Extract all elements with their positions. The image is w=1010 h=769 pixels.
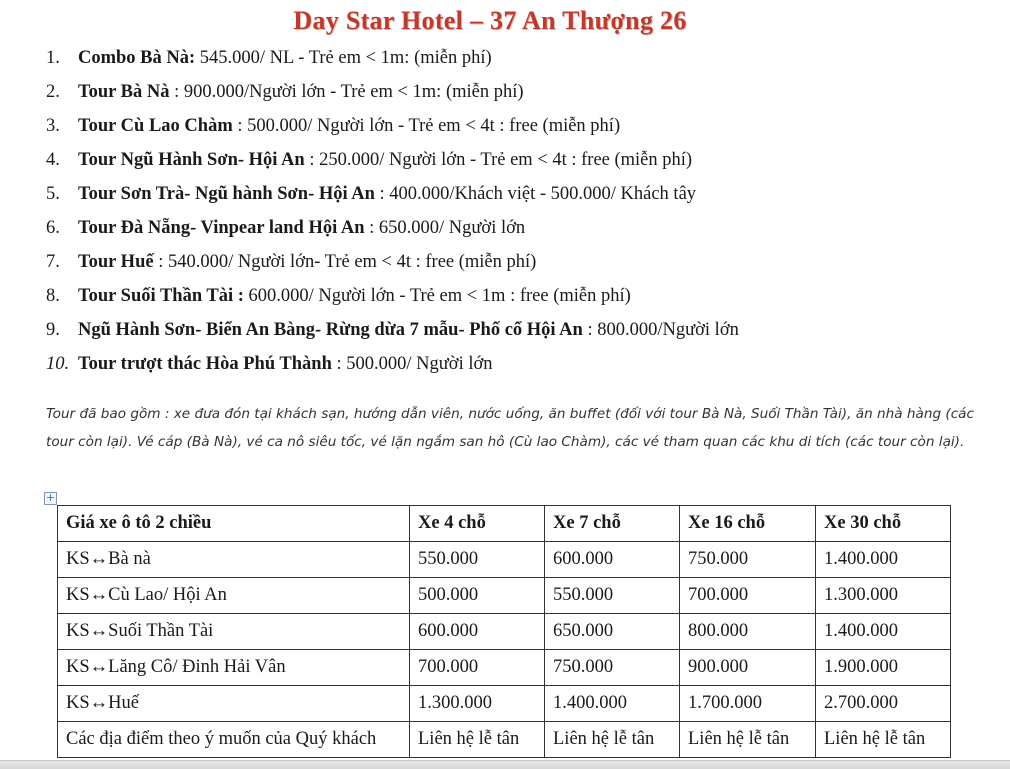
header-route: Giá xe ô tô 2 chiều [58, 506, 410, 542]
tour-item [46, 216, 525, 240]
tour-name: Tour Sơn Trà- Ngũ hành Sơn- Hội An [78, 184, 375, 204]
tour-number: 6. [46, 218, 60, 238]
table-row [58, 650, 951, 686]
route-cell: KS↔Bà nà [58, 542, 410, 578]
tour-item [46, 148, 692, 172]
tour-name: Combo Bà Nà: [78, 48, 196, 68]
price-cell: 700.000 [680, 578, 816, 614]
tour-name: Tour Huế [78, 252, 154, 272]
price-cell: Liên hệ lễ tân [545, 722, 680, 758]
price-cell: Liên hệ lễ tân [680, 722, 816, 758]
tour-item [46, 318, 739, 342]
tour-number: 9. [46, 320, 60, 340]
price-cell: 1.900.000 [816, 650, 951, 686]
tour-item [46, 80, 524, 104]
tour-name: Tour trượt thác Hòa Phú Thành [78, 354, 332, 374]
tour-item [46, 352, 493, 376]
price-cell: 800.000 [680, 614, 816, 650]
price-cell: 600.000 [545, 542, 680, 578]
tour-detail: : 540.000/ Người lớn- Trẻ em < 4t : free (miễn phí) [153, 252, 537, 272]
price-cell: 1.700.000 [680, 686, 816, 722]
table-row [58, 686, 951, 722]
route-cell: KS↔Cù Lao/ Hội An [58, 578, 410, 614]
price-cell: Liên hệ lễ tân [410, 722, 545, 758]
tour-number: 1. [46, 48, 60, 68]
tour-detail: : 250.000/ Người lớn - Trẻ em < 4t : free (miễn phí) [304, 150, 693, 170]
tour-name: Tour Cù Lao Chàm [78, 116, 233, 136]
price-cell: 600.000 [410, 614, 545, 650]
price-cell: 750.000 [545, 650, 680, 686]
table-row [58, 578, 951, 614]
tour-detail: : 900.000/Người lớn - Trẻ em < 1m: (miễn phí) [169, 82, 524, 102]
price-cell: 650.000 [545, 614, 680, 650]
tour-item [46, 46, 492, 70]
header-4-seat: Xe 4 chỗ [410, 506, 545, 542]
table-header-row [58, 506, 951, 542]
header-16-seat: Xe 16 chỗ [680, 506, 816, 542]
price-cell: 550.000 [545, 578, 680, 614]
price-cell: 700.000 [410, 650, 545, 686]
tour-name: Tour Ngũ Hành Sơn- Hội An [78, 150, 305, 170]
tour-name: Ngũ Hành Sơn- Biển An Bàng- Rừng dừa 7 mẫu- Phố cổ Hội An [78, 320, 583, 340]
price-cell: 1.400.000 [816, 614, 951, 650]
table-row [58, 614, 951, 650]
tour-detail: : 650.000/ Người lớn [364, 218, 526, 238]
route-cell: Các địa điểm theo ý muốn của Quý khách [58, 722, 410, 758]
tour-item [46, 114, 620, 138]
tour-number: 5. [46, 184, 60, 204]
tour-number: 10. [46, 354, 70, 374]
tour-number: 2. [46, 82, 60, 102]
price-cell: 500.000 [410, 578, 545, 614]
tour-number: 7. [46, 252, 60, 272]
route-cell: KS↔Huế [58, 686, 410, 722]
tour-item [46, 182, 696, 206]
header-7-seat: Xe 7 chỗ [545, 506, 680, 542]
page-title: Day Star Hotel – 37 An Thượng 26 [293, 6, 687, 35]
tour-number: 3. [46, 116, 60, 136]
tour-inclusions-note: Tour đã bao gồm : xe đưa đón tại khách sạn, hướng dẫn viên, nước uống, ăn buffet (đối với tour Bà Nà, Suối Thần Tài), ăn nhà hàng (các tour còn lại). Vé cáp (Bà Nà), vé ca nô siêu tốc, vé lặn ngắm san hô (Cù lao Chàm), các vé tham quan các khu di tích (các tour còn lại). [46, 406, 974, 450]
price-cell: 1.300.000 [410, 686, 545, 722]
price-cell: 900.000 [680, 650, 816, 686]
table-row [58, 722, 951, 758]
price-cell: 2.700.000 [816, 686, 951, 722]
tour-detail: 545.000/ NL - Trẻ em < 1m: (miễn phí) [195, 48, 492, 68]
tour-name: Tour Suối Thần Tài : [78, 286, 244, 306]
tour-number: 8. [46, 286, 60, 306]
route-cell: KS↔Suối Thần Tài [58, 614, 410, 650]
tour-detail: : 500.000/ Người lớn [331, 354, 493, 374]
tour-detail: : 400.000/Khách việt - 500.000/ Khách tây [374, 184, 697, 204]
car-price-table [57, 505, 951, 758]
tour-item [46, 250, 536, 274]
table-move-handle-icon[interactable]: + [45, 491, 56, 504]
header-30-seat: Xe 30 chỗ [816, 506, 951, 542]
tour-detail: 600.000/ Người lớn - Trẻ em < 1m : free (miễn phí) [243, 286, 631, 306]
tour-detail: : 800.000/Người lớn [582, 320, 739, 340]
price-cell: Liên hệ lễ tân [816, 722, 951, 758]
tour-name: Tour Đà Nẵng- Vinpear land Hội An [78, 218, 365, 238]
tour-detail: : 500.000/ Người lớn - Trẻ em < 4t : free (miễn phí) [232, 116, 621, 136]
tour-number: 4. [46, 150, 60, 170]
route-cell: KS↔Lăng Cô/ Đinh Hải Vân [58, 650, 410, 686]
price-cell: 1.400.000 [545, 686, 680, 722]
tour-name: Tour Bà Nà [78, 82, 170, 102]
price-cell: 1.400.000 [816, 542, 951, 578]
price-cell: 550.000 [410, 542, 545, 578]
table-row [58, 542, 951, 578]
price-cell: 1.300.000 [816, 578, 951, 614]
tour-item [46, 284, 631, 308]
price-cell: 750.000 [680, 542, 816, 578]
